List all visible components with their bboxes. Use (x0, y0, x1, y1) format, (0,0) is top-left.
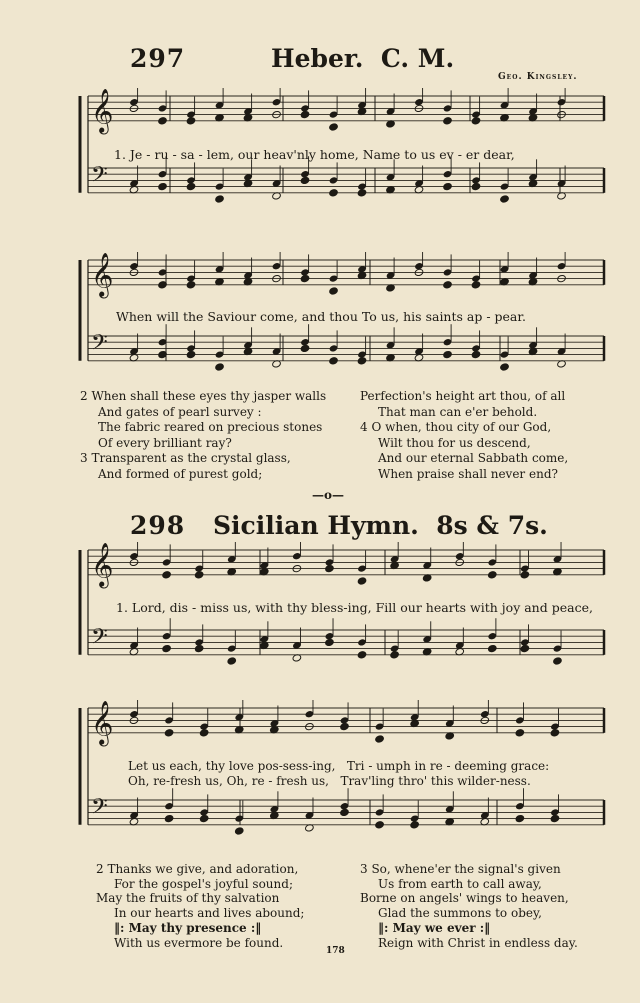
note-head (550, 814, 560, 822)
note-head (471, 350, 481, 358)
hymn-number: 297 (130, 44, 186, 73)
lyric-line: 1. Lord, dis - miss us, with thy bless-ing, Fill our hearts with joy and peace, (116, 600, 593, 615)
note-head (410, 821, 420, 829)
note-head (471, 281, 481, 289)
note-head (520, 644, 530, 652)
hymn-title: Heber. C. M. (271, 44, 455, 73)
treble-clef-icon: 𝄞 (91, 542, 114, 587)
note-head (390, 651, 400, 659)
note-head (500, 363, 510, 371)
note-head (186, 182, 196, 190)
note-head (443, 350, 453, 358)
note-head (164, 814, 174, 822)
note-head (215, 195, 225, 203)
note-head (194, 571, 204, 579)
note-head (300, 176, 310, 184)
note-head (164, 729, 174, 737)
note-head (488, 571, 498, 579)
note-head (520, 571, 530, 579)
note-head (443, 182, 453, 190)
note-head (515, 729, 525, 737)
bass-clef-icon: 𝄢 (91, 794, 108, 825)
note-head (329, 189, 339, 197)
note-head (329, 123, 339, 131)
note-head (329, 357, 339, 365)
note-head (471, 117, 481, 125)
note-head (340, 722, 350, 730)
stanza: 2 Thanks we give, and adoration, For the gospel's joyful sound; May the fruits of thy salvation In our hearts and lives abound; ‖: May thy presence :‖ With us evermore be found. (96, 862, 305, 950)
note-head (357, 189, 367, 197)
note-head (199, 729, 209, 737)
stanza: Perfection's height art thou, of all That man can e'er behold. 4 O when, thou city of our God, Wilt thou for us descend, And our eternal Sabbath come, When praise shall never end? (360, 389, 569, 481)
note-head (550, 729, 560, 737)
note-head (300, 344, 310, 352)
note-head (300, 274, 310, 282)
note-head (186, 350, 196, 358)
note-head (357, 651, 367, 659)
lyric-line: Oh, re-fresh us, Oh, re - fresh us, Trav'ling thro' this wilder-ness. (128, 774, 531, 788)
note-head (158, 182, 168, 190)
page-number: 178 (326, 946, 345, 956)
hymn-title: Sicilian Hymn. 8s & 7s. (213, 511, 548, 540)
composer-credit: Geo. Kingsley. (498, 72, 578, 82)
note-head (194, 644, 204, 652)
note-head (375, 735, 385, 743)
lyric-line: Let us each, thy love pos-sess-ing, Tri - umph in re - deeming grace: (128, 759, 550, 773)
note-head (340, 808, 350, 816)
note-head (300, 110, 310, 118)
bass-clef-icon: 𝄢 (91, 162, 108, 193)
treble-clef-icon: 𝄞 (91, 88, 114, 133)
note-head (186, 117, 196, 125)
note-head (357, 357, 367, 365)
note-head (234, 827, 244, 835)
note-head (325, 638, 335, 646)
note-head (325, 564, 335, 572)
note-head (357, 577, 367, 585)
hymn-number: 298 (130, 511, 186, 540)
section-divider: —o— (312, 488, 345, 502)
stanza: 3 So, whene'er the signal's given Us from earth to call away, Borne on angels' wings to heaven, Glad the summons to obey, ‖: May we ever :‖ Reign with Christ in endless day. (360, 862, 578, 950)
bass-clef-icon: 𝄢 (91, 330, 108, 361)
lyric-line: 1. Je - ru - sa - lem, our heav'nly home, Name to us ev - er dear, (114, 147, 515, 162)
bass-clef-icon: 𝄢 (91, 624, 108, 655)
note-head (553, 657, 563, 665)
note-head (199, 814, 209, 822)
note-head (471, 182, 481, 190)
note-head (515, 814, 525, 822)
note-head (162, 571, 172, 579)
note-head (488, 644, 498, 652)
note-head (215, 363, 225, 371)
note-head (329, 287, 339, 295)
note-head (186, 281, 196, 289)
note-head (227, 657, 237, 665)
treble-clef-icon: 𝄞 (91, 700, 114, 745)
note-head (162, 644, 172, 652)
note-head (500, 195, 510, 203)
note-head (443, 281, 453, 289)
lyric-line: When will the Saviour come, and thou To us, his saints ap - pear. (116, 309, 526, 324)
note-head (375, 821, 385, 829)
treble-clef-icon: 𝄞 (91, 252, 114, 297)
note-head (158, 117, 168, 125)
stanza: 2 When shall these eyes thy jasper walls And gates of pearl survey : The fabric reared on precious stones Of every brilliant ray? 3 Transparent as the crystal glass, And formed of purest gold; (80, 389, 327, 481)
note-head (443, 117, 453, 125)
